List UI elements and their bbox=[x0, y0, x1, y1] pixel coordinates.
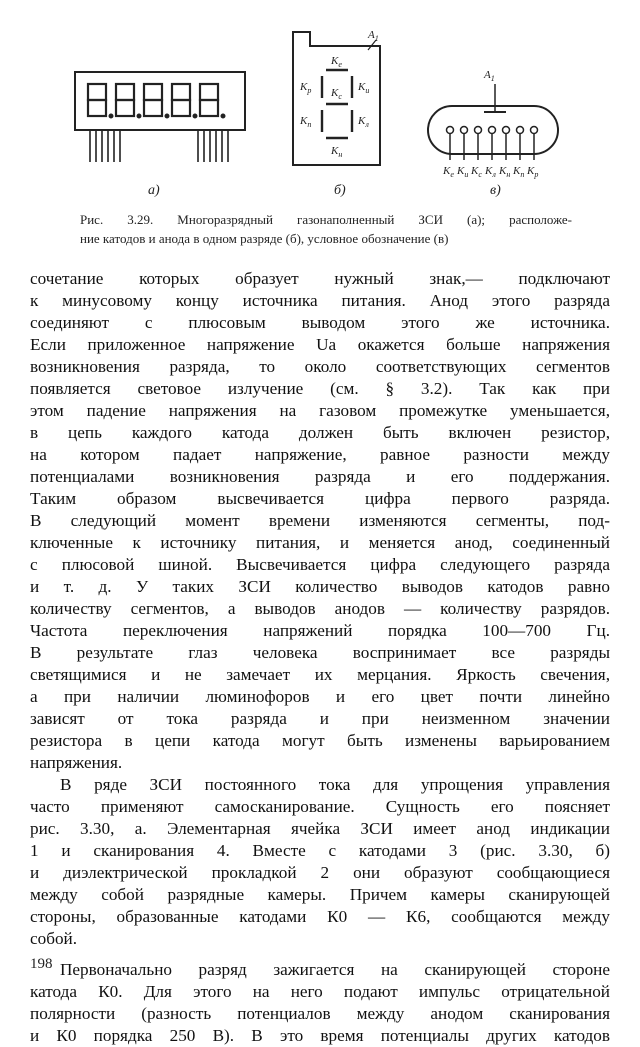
svg-text:Kн: $K_н$ bbox=[499, 165, 511, 179]
svg-text:Kр: $K_р$ bbox=[527, 165, 539, 179]
text-line: и т. д. У таких ЗСИ количество выводов катодов равно bbox=[30, 577, 610, 596]
anode-label-c: $A_1$ bbox=[484, 69, 495, 83]
segment-label-center: $K_с$ bbox=[331, 87, 342, 101]
anode-label-b: $A_1$ bbox=[368, 29, 379, 43]
text-line: полярности (разность потенциалов между анодом сканирования bbox=[30, 1004, 610, 1023]
text-line: Если приложенное напряжение Uа окажется больше напряжения bbox=[30, 335, 610, 354]
text-line: катода К0. Для этого на него подают импульс отрицательной bbox=[30, 982, 610, 1001]
display-pins bbox=[90, 130, 228, 162]
segment-label-bottom: $K_н$ bbox=[331, 145, 343, 159]
segment-label-top: $K_е$ bbox=[331, 55, 342, 69]
panel-label-a: а) bbox=[148, 183, 160, 198]
seven-segment-digits bbox=[88, 84, 224, 117]
segment-label-lower-left: $K_п$ bbox=[300, 115, 312, 129]
text-line: Первоначально разряд зажигается на сканирующей стороне bbox=[60, 960, 610, 979]
text-line: с плюсовой шиной. Высвечивается цифра следующего разряда bbox=[30, 555, 610, 574]
text-line: В результате глаз человека воспринимает все разряды bbox=[30, 643, 610, 662]
figure-3-29 bbox=[0, 0, 640, 200]
text-line: напряжения. bbox=[30, 753, 123, 772]
segment-lines bbox=[322, 70, 352, 138]
text-line: возникновения разряда, то около соответствующих сегментов bbox=[30, 357, 610, 376]
text-line: зависят от тока разряда и при неизменном значении bbox=[30, 709, 610, 728]
body-text bbox=[30, 268, 610, 1047]
svg-text:Kе: $K_е$ bbox=[443, 165, 454, 179]
svg-text:Kи: $K_и$ bbox=[457, 165, 469, 179]
panel-label-c: в) bbox=[490, 183, 501, 198]
svg-text:Kп: $K_п$ bbox=[513, 165, 525, 179]
text-line: между собой разрядные камеры. Причем камеры сканирующей bbox=[30, 885, 610, 904]
text-line: 1 и сканирования 4. Вместе с катодами 3 (рис. 3.30, б) bbox=[30, 841, 610, 860]
text-line: светящимися и не замечает их мерцания. Яркость свечения, bbox=[30, 665, 610, 684]
text-line: соединяют с плюсовым выводом этого же источника. bbox=[30, 313, 610, 332]
text-line: собой. bbox=[30, 929, 78, 948]
text-line: ключенные к источнику питания, и меняется анод, соединенный bbox=[30, 533, 610, 552]
text-line: к минусовому концу источника питания. Анод этого разряда bbox=[30, 291, 610, 310]
text-line: Таким образом высвечивается цифра первого разряда. bbox=[30, 489, 610, 508]
text-line: стороны, образованные катодами К0 — К6, сообщаются между bbox=[30, 907, 610, 926]
caption-line-1: Рис. 3.29. Многоразрядный газонаполненный ЗСИ (а); расположе- bbox=[80, 212, 572, 227]
text-line: и К0 порядка 250 В). В это время потенциалы других катодов bbox=[30, 1026, 610, 1045]
text-line: а при наличии люминофоров и его цвет почти линейно bbox=[30, 687, 610, 706]
text-line: в цепь каждого катода должен быть включен резистор, bbox=[30, 423, 610, 442]
text-line: потенциалами возникновения разряда и его поддержания. bbox=[30, 467, 610, 486]
text-line: количеству сегментов, а выводов анодов — количеству разрядов. bbox=[30, 599, 610, 618]
segment-label-upper-right: $K_и$ bbox=[358, 81, 370, 95]
text-line: часто применяют самосканирование. Сущность его поясняет bbox=[30, 797, 610, 816]
text-line: сочетание которых образует нужный знак,— подключают bbox=[30, 269, 610, 288]
text-line: резистора в цепи катода могут быть изменены варьированием bbox=[30, 731, 610, 750]
caption-line-2: ние катодов и анода в одном разряде (б), условное обозначение (в) bbox=[80, 231, 449, 246]
panel-label-b: б) bbox=[334, 183, 346, 198]
text-line: на котором падает напряжение, равное разности между bbox=[30, 445, 610, 464]
segment-label-upper-left: $K_р$ bbox=[300, 81, 312, 95]
text-line: появляется световое излучение (см. § 3.2). Так как при bbox=[30, 379, 610, 398]
svg-text:Kс: $K_с$ bbox=[471, 165, 482, 179]
svg-text:Kл: $K_л$ bbox=[485, 165, 496, 179]
figure-caption bbox=[80, 210, 572, 248]
text-line: В следующий момент времени изменяются сегменты, под- bbox=[30, 511, 610, 530]
text-line: рис. 3.30, а. Элементарная ячейка ЗСИ имеет анод индикации bbox=[30, 819, 610, 838]
pin-labels bbox=[442, 165, 538, 179]
panel-c-schematic-symbol bbox=[428, 69, 558, 198]
text-line: этом падение напряжения на газовом промежутке уменьшается, bbox=[30, 401, 610, 420]
segment-label-lower-right: $K_л$ bbox=[358, 115, 369, 129]
text-line: В ряде ЗСИ постоянного тока для упрощения управления bbox=[60, 775, 610, 794]
page-number: 198 bbox=[30, 956, 53, 972]
text-line: и диэлектрической прокладкой 2 они образуют сообщающиеся bbox=[30, 863, 610, 882]
text-line: Частота переключения напряжений порядка 100—700 Гц. bbox=[30, 621, 610, 640]
panel-b-cathode-layout bbox=[293, 29, 380, 198]
panel-a-multidigit-display bbox=[75, 72, 245, 198]
